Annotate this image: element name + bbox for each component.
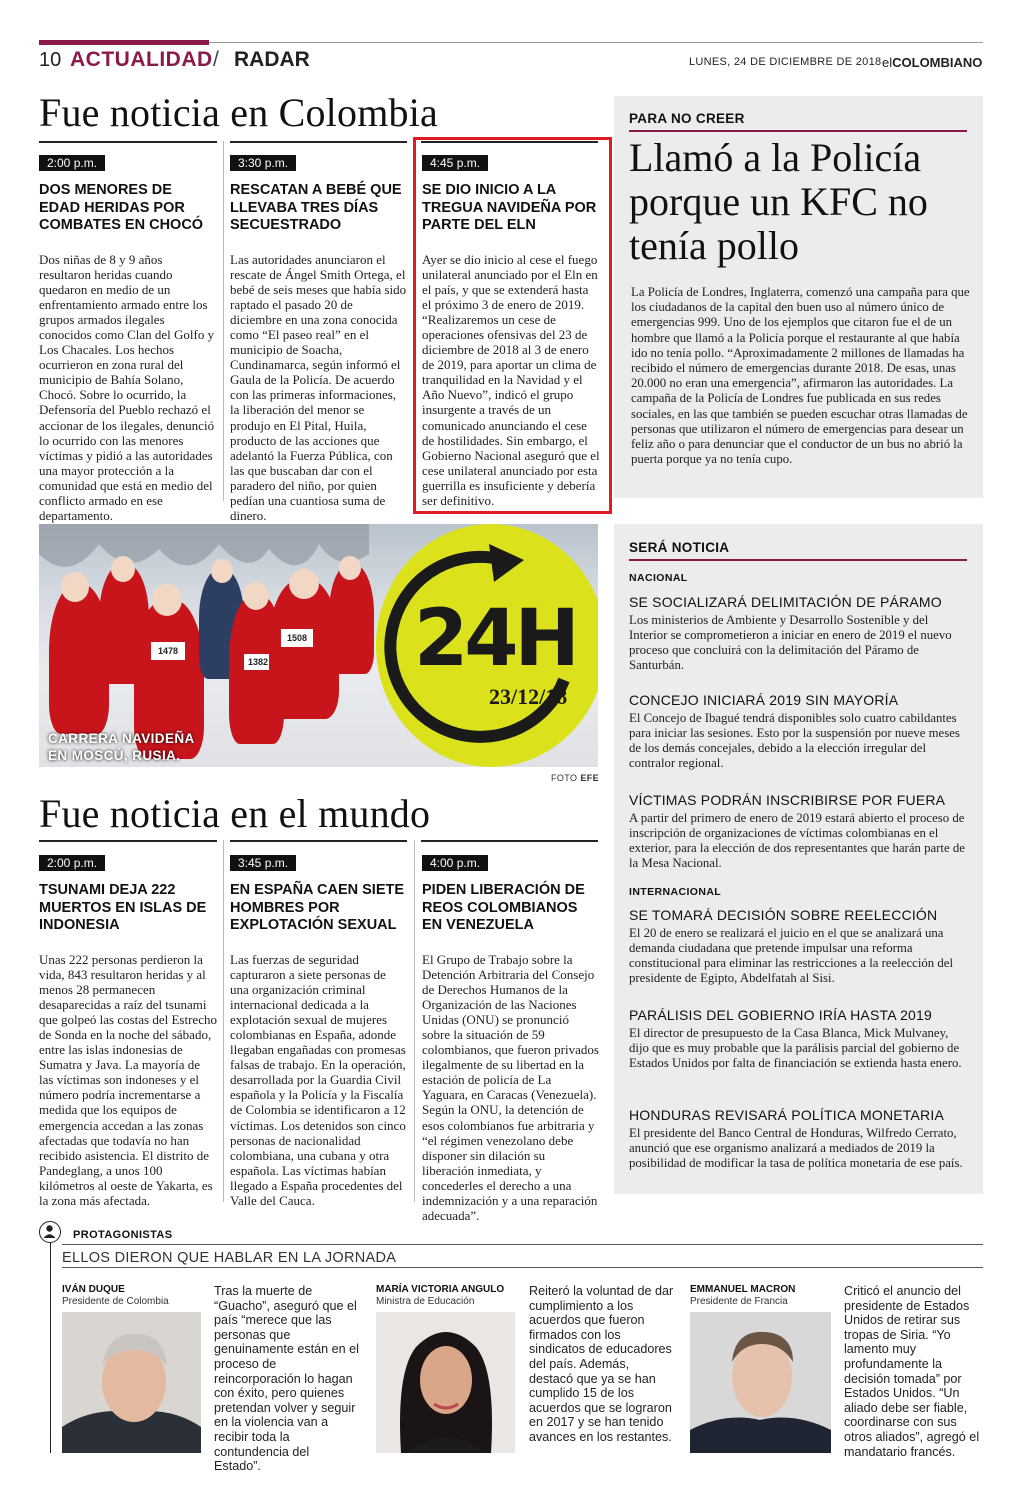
column-divider [223,141,224,501]
brand-logo [882,55,982,70]
upcoming-headline: HONDURAS REVISARÁ POLÍTICA MONETARIA [629,1107,944,1123]
article-body: Las autoridades anunciaron el rescate de Ángel Smith Ortega, el bebé de seis meses que había sido raptado el pasado 20 de diciembre en una zona conocida como “El paseo real” en el municipio de Soacha, Cundinamarca, según informó el Gaula de la Policía. De acuerdo con las primeras informaciones, la liberación del menor se produjo en El Pital, Huila, producto de las acciones que adelantó la Fuerza Pública, con las que buscaban dar con el paradero del niño, por quien pedían una cuantiosa suma de dinero. [230,251,407,524]
internacional-label: INTERNACIONAL [629,886,722,898]
avatar [376,1312,515,1453]
header-rule [209,42,983,43]
photo-caption [48,730,195,764]
photo-credit [551,773,599,783]
news-article [39,152,217,523]
protagonistas-label: PROTAGONISTAS [73,1229,173,1241]
santa-run-photo [39,524,598,767]
protagonistas-rule [50,1243,51,1453]
brand-prefix: el [882,55,893,70]
box-accent-rule [629,130,967,132]
column-divider [414,840,415,1202]
section-title: ACTUALIDAD [70,48,213,71]
upcoming-body: Los ministerios de Ambiente y Desarrollo Sostenible y del Interior se comprometieron a iniciar en enero de 2019 el nuevo proceso que concluirá con la delimitación del Páramo de Santurbán. [629,613,952,673]
para-no-creer-body: La Policía de Londres, Inglaterra, comenzó una campaña para que los ciudadanos de la capital den buen uso al número único de emergencias 999. Uno de los ejemplos que citaron fue el de un hombre que llamó a la Policía porque el restaurante al que había ido no tenía pollo. “Aproximadamente 2 millones de llamadas ha recibido el número de emergencias durante 2018. De esas, unas 20.000 no eran una emergencia”, afirmaron las autoridades. La campaña de la Policía de Londres fue publicada en sus redes sociales, en las que también se pueden escuchar otras llamadas de personas que utilizaron el número de emergencias para desear un feliz año o para denunciar que el conductor de un bus no abrió la puerta porque ya no tenía cupo. [631,285,970,467]
article-body: Las fuerzas de seguridad capturaron a siete personas de una organización criminal internacional dedicada a la explotación sexual de mujeres colombianas en España, adonde llegaban engañadas con promesas falsas de trabajo. En la operación, desarrollada por la Guardia Civil española y la Policía y la Fiscalía de Colombia se identificaron a 12 víctimas. Los detenidos son cinco personas de nacionalidad colombiana, una cubana y otra española. Las víctimas habían llegado a España procedentes del Valle del Cauca. [230,951,406,1208]
person-name: EMMANUEL MACRON [690,1284,796,1295]
article-time: 4:45 p.m. [422,155,488,171]
brand-name: COLOMBIANO [892,55,983,70]
issue-date: LUNES, 24 DE DICIEMBRE DE 2018 [689,56,882,68]
upcoming-item [629,792,969,871]
caption-line: CARRERA NAVIDEÑA [48,731,195,746]
upcoming-headline: CONCEJO INICIARÁ 2019 SIN MAYORÍA [629,692,899,708]
avatar [62,1312,201,1453]
badge-date: 23/12/18 [489,684,568,709]
mundo-section-title: Fue noticia en el mundo [39,791,431,836]
para-no-creer-title: Llamó a la Policía porque un KFC no tenía pollo [629,135,928,268]
news-article [422,152,600,508]
article-body: Dos niñas de 8 y 9 años resultaron heridas cuando quedaron en medio de un enfrentamiento armado entre los grupos armados ilegales conocidos como Clan del Golfo y Los Chacales. Los hechos ocurrieron en zona rural del municipio de Bahía Solano, Chocó. Sobre lo ocurrido, la Defensoría del Pueblo rechazó el accionar de los ilegales, denunció lo ocurrido con las menores víctimas y pidió a las autoridades una mayor protección a la comunidad que está en medio del conflicto armado en ese departamento. [39,251,215,524]
article-time: 2:00 p.m. [39,855,105,871]
article-time: 3:45 p.m. [230,855,296,871]
24h-text: 24H [414,594,576,684]
upcoming-item [629,1007,969,1071]
column-rule [230,141,407,143]
header-accent-rule [39,40,209,45]
caption-line: EN MOSCÚ, RUSIA. [48,748,181,763]
sera-noticia-label: SERÁ NOTICIA [629,540,730,555]
article-time: 2:00 p.m. [39,155,105,171]
person-quote: Criticó el anuncio del presidente de Estados Unidos de retirar sus tropas de Siria. “Yo lamento muy profundamente la decisión tomada” por Estados Unidos. “Un aliado debe ser fiable, coordinarse con sus otros aliados”, agregó el mandatario francés. [844,1284,980,1459]
upcoming-headline: SE SOCIALIZARÁ DELIMITACIÓN DE PÁRAMO [629,594,942,610]
column-rule [421,840,598,842]
article-headline: PIDEN LIBERACIÓN DE REOS COLOMBIANOS EN VENEZUELA [422,882,585,933]
colombia-section-title: Fue noticia en Colombia [39,90,438,135]
upcoming-body: El presidente del Banco Central de Honduras, Wilfredo Cerrato, anunció que ese organismo analizará a mediados de 2019 la posibilidad de modificar la tasa de política monetaria de ese país. [629,1126,963,1171]
credit-name: EFE [580,773,600,783]
protagonistas-top-rule [62,1244,983,1245]
article-headline: DOS MENORES DE EDAD HERIDAS POR COMBATES EN CHOCÓ [39,182,204,233]
article-headline: SE DIO INICIO A LA TREGUA NAVIDEÑA POR PARTE DEL ELN [422,182,597,233]
column-rule [39,141,217,143]
race-bib: 1478 [151,642,185,660]
para-no-creer-label: PARA NO CREER [629,111,745,126]
protagonistas-subtitle: ELLOS DIERON QUE HABLAR EN LA JORNADA [62,1250,397,1266]
upcoming-item [629,1107,969,1171]
protagonistas-bottom-rule [62,1267,983,1268]
upcoming-headline: PARÁLISIS DEL GOBIERNO IRÍA HASTA 2019 [629,1007,933,1023]
credit-prefix: FOTO [551,773,578,783]
article-headline: RESCATAN A BEBÉ QUE LLEVABA TRES DÍAS SECUESTRADO [230,182,402,233]
upcoming-body: El 20 de enero se realizará el juicio en el que se analizará una demanda ciudadana que pretende impulsar una reforma constitucional para eliminar las restricciones a la reelección del presidente de Egipto, Abdelfatah al Sisi. [629,926,954,986]
avatar [690,1312,831,1453]
upcoming-headline: SE TOMARÁ DECISIÓN SOBRE REELECCIÓN [629,907,938,923]
upcoming-item [629,594,969,673]
race-bib: 1382 [244,654,272,670]
person-role: Ministra de Educación [376,1296,475,1307]
news-article [39,852,217,1208]
person-quote: Tras la muerte de “Guacho”, aseguró que el país “merece que las personas que genuinamente están en el proceso de reincorporación lo hagan con éxito, pero quienes pretendan volver y seguir en la violencia van a recibir toda la contundencia del Estado”. [214,1284,359,1474]
article-headline: EN ESPAÑA CAEN SIETE HOMBRES POR EXPLOTACIÓN SEXUAL [230,882,405,933]
column-rule [230,840,407,842]
article-body: Unas 222 personas perdieron la vida, 843 resultaron heridas y al menos 28 permanecen desaparecidas a raíz del tsunami que golpeó las costas del Estrecho de Sonda en la noche del sábado, entre las islas indonesias de Sumatra y Java. La mayoría de las víctimas son indoneses y el número podría incrementarse a medida que los equipos de emergencia accedan a las zonas afectadas que todavía no han recibido asistencia. El distrito de Pandeglang, a unos 100 kilómetros al oeste de Yakarta, es la zona más afectada. [39,951,217,1208]
sera-noticia-box [614,524,983,1194]
upcoming-item [629,692,969,771]
nacional-label: NACIONAL [629,572,688,584]
box-accent-rule [629,559,967,561]
upcoming-headline: VÍCTIMAS PODRÁN INSCRIBIRSE POR FUERA [629,792,946,808]
upcoming-body: A partir del primero de enero de 2019 estará abierto el proceso de inscripción de organizaciones de víctimas colombianas en el exterior, para la elección de dos representantes que harán parte de la Mesa Nacional. [629,811,965,871]
upcoming-body: El director de presupuesto de la Casa Blanca, Mick Mulvaney, dijo que es muy probable que la parálisis parcial del gobierno de Estados Unidos por falta de financiación se extienda hasta enero. [629,1026,962,1071]
section-separator: / [213,48,219,71]
person-icon [39,1221,61,1243]
person-name: MARÍA VICTORIA ANGULO [376,1284,505,1295]
person-role: Presidente de Colombia [62,1296,169,1307]
subsection-title: RADAR [234,48,310,71]
race-bib: 1508 [281,629,313,647]
person-role: Presidente de Francia [690,1296,788,1307]
news-article [230,852,407,1208]
column-divider [223,840,224,1202]
upcoming-body: El Concejo de Ibagué tendrá disponibles solo cuatro cabildantes para iniciar las sesiones. Esto por la suspensión por nueve meses de los demás concejales, debido a la elección irregular del contralor regional. [629,711,960,771]
article-body: Ayer se dio inicio al cese el fuego unilateral anunciado por el Eln en el país, y que se extenderá hasta el próximo 3 de enero de 2019. “Realizaremos un cese de operaciones ofensivas del 23 de diciembre de 2018 al 3 de enero de 2019, para aportar un clima de tranquilidad en la Navidad y el Año Nuevo”, indicó el grupo insurgente a través de un comunicado anunciando el cese de hostilidades. Sin embargo, el Gobierno Nacional aseguró que el cese unilateral anunciado por esta guerrilla es insuficiente y debería ser definitivo. [422,251,600,508]
column-rule [39,840,217,842]
person-name: IVÁN DUQUE [62,1284,125,1295]
news-article [422,852,599,1223]
upcoming-item [629,907,969,986]
article-headline: TSUNAMI DEJA 222 MUERTOS EN ISLAS DE INDONESIA [39,882,207,933]
article-time: 3:30 p.m. [230,155,296,171]
para-no-creer-box [614,96,983,498]
article-body: El Grupo de Trabajo sobre la Detención Arbitraria del Consejo de Derechos Humanos de la Organización de las Naciones Unidas (ONU) se pronunció sobre la situación de 59 colombianos, que fueron privados ilegalmente de su libertad en la estación de policía de La Yaguara, en Caracas (Venezuela). Según la ONU, la detención de esos colombianos fue arbitraria y “el régimen venezolano debe disponer sin dilación su liberación inmediata, y concederles el derecho a una indemnización y a una reparación adecuada”. [422,951,599,1224]
person-quote: Reiteró la voluntad de dar cumplimiento a los acuerdos que fueron firmados con los sindicatos de educadores del país. Además, destacó que ya se han cumplido 15 de los acuerdos que se lograron en 2017 y se han tenido avances en los restantes. [529,1284,674,1444]
article-time: 4:00 p.m. [422,855,488,871]
page-number: 10 [39,49,62,71]
news-article [230,152,407,523]
